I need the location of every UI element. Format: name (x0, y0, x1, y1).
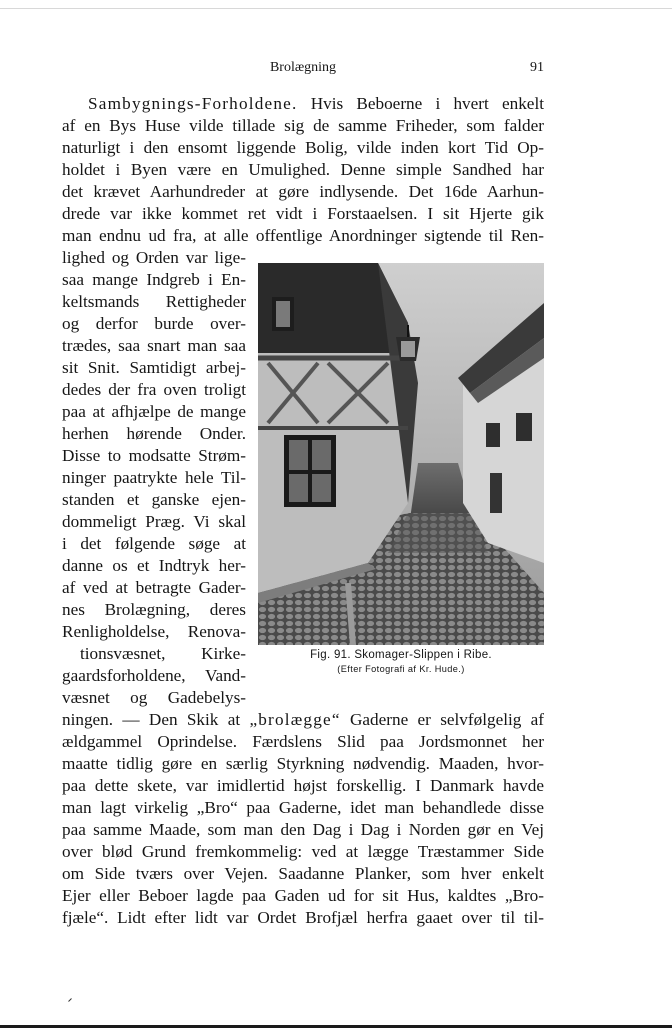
text-line: paa samme Maade, som man den Dag i Dag i Norden gør en Vej (62, 820, 544, 839)
text-line: danne os et Indtryk her- (62, 556, 246, 575)
scan-edge-bottom (0, 1025, 672, 1028)
text-line: af en Bys Huse vilde tillade sig de samme Friheder, som falder (62, 116, 544, 135)
caption-title: Fig. 91. Skomager-Slippen i Ribe. (310, 649, 492, 661)
running-title: Brolægning (269, 60, 337, 75)
text-line: i det følgende søge at (62, 534, 246, 553)
text-line: herhen hørende Onder. (62, 424, 246, 443)
text-line: drede var ikke kommet ret vidt i Forstaaelsen. I sit Hjerte gik (62, 204, 544, 223)
text-line: nes Brolægning, deres (62, 600, 246, 619)
text-line: Sambygnings-Forholdene. Hvis Beboerne i hvert enkelt (88, 94, 544, 113)
text-line: keltsmands Rettigheder (62, 292, 246, 311)
text-line: gaardsforholdene, Vand- (62, 666, 246, 685)
text-line: og derfor burde over- (62, 314, 246, 333)
text-line: ninger paatrykte hele Til- (62, 468, 246, 487)
page-number: 91 (530, 60, 544, 75)
lead-term: Sambygnings-Forholdene. (88, 94, 298, 113)
text-line: naturligt i den ensomt liggende Bolig, vilde inden kort Tid Op- (62, 138, 544, 157)
text-line: dommeligt Præg. Vi skal (62, 512, 246, 531)
text-line: Renligholdelse, Renova- (62, 622, 246, 641)
text-line: det krævet Aarhundreder at gøre indlysende. Det 16de Aarhun- (62, 182, 544, 201)
street-photograph (258, 263, 544, 645)
text-line: standen et ganske ejen- (62, 490, 246, 509)
scan-edge-top (0, 8, 672, 9)
figure-caption (258, 648, 544, 676)
text-line: om Side tværs over Vejen. Saadanne Planker, som hver enkelt (62, 864, 544, 883)
text-line: man lagt virkelig „Bro“ paa Gaderne, idet man behandlede disse (62, 798, 544, 817)
text-line: saa mange Indgreb i En- (62, 270, 246, 289)
scan-mark (68, 998, 72, 1002)
text-line: trædes, saa snart man saa (62, 336, 246, 355)
page-header (62, 60, 544, 80)
text-line: ningen. — Den Skik at „brolægge“ Gaderne er selvfølgelig af (62, 710, 545, 729)
text-line: maatte tidlig gøre en særlig Styrkning nødvendig. Maaden, hvor- (62, 754, 544, 773)
text-line: ældgammel Oprindelse. Færdslens Slid paa Jordsmonnet her (62, 732, 544, 751)
text-line: af ved at betragte Gader- (62, 578, 246, 597)
text-line: Ejer eller Beboer lagde paa Gaden ud for sit Hus, kaldtes „Bro- (62, 886, 544, 905)
text-line: sit Snit. Samtidigt arbej- (62, 358, 246, 377)
text-line: væsnet og Gadebelys- (62, 688, 246, 707)
text-line: man endnu ud fra, at alle offentlige Anordninger sigtende til Ren- (62, 226, 544, 245)
text-line: paa at afhjælpe de mange (62, 402, 246, 421)
text-line: over blød Grund fremkommelig: ved at lægge Træstammer Side (62, 842, 544, 861)
text-line: dedes der fra oven troligt (62, 380, 246, 399)
emphasized-term: „brolægge“ (249, 710, 341, 729)
text-line: fjæle“. Lidt efter lidt var Ordet Brofjæl herfra gaaet over til til- (62, 908, 544, 927)
text-line: Disse to modsatte Strøm- (62, 446, 246, 465)
text-line: paa dette skete, var imidlertid højst forskellig. I Danmark havde (62, 776, 544, 795)
text-line: holdet i Byen være en Umulighed. Denne simple Sandhed har (62, 160, 544, 179)
text-line: lighed og Orden var lige- (62, 248, 246, 267)
caption-credit: (Efter Fotografi af Kr. Hude.) (337, 664, 465, 674)
text-line: tionsvæsnet, Kirke- (80, 644, 246, 663)
